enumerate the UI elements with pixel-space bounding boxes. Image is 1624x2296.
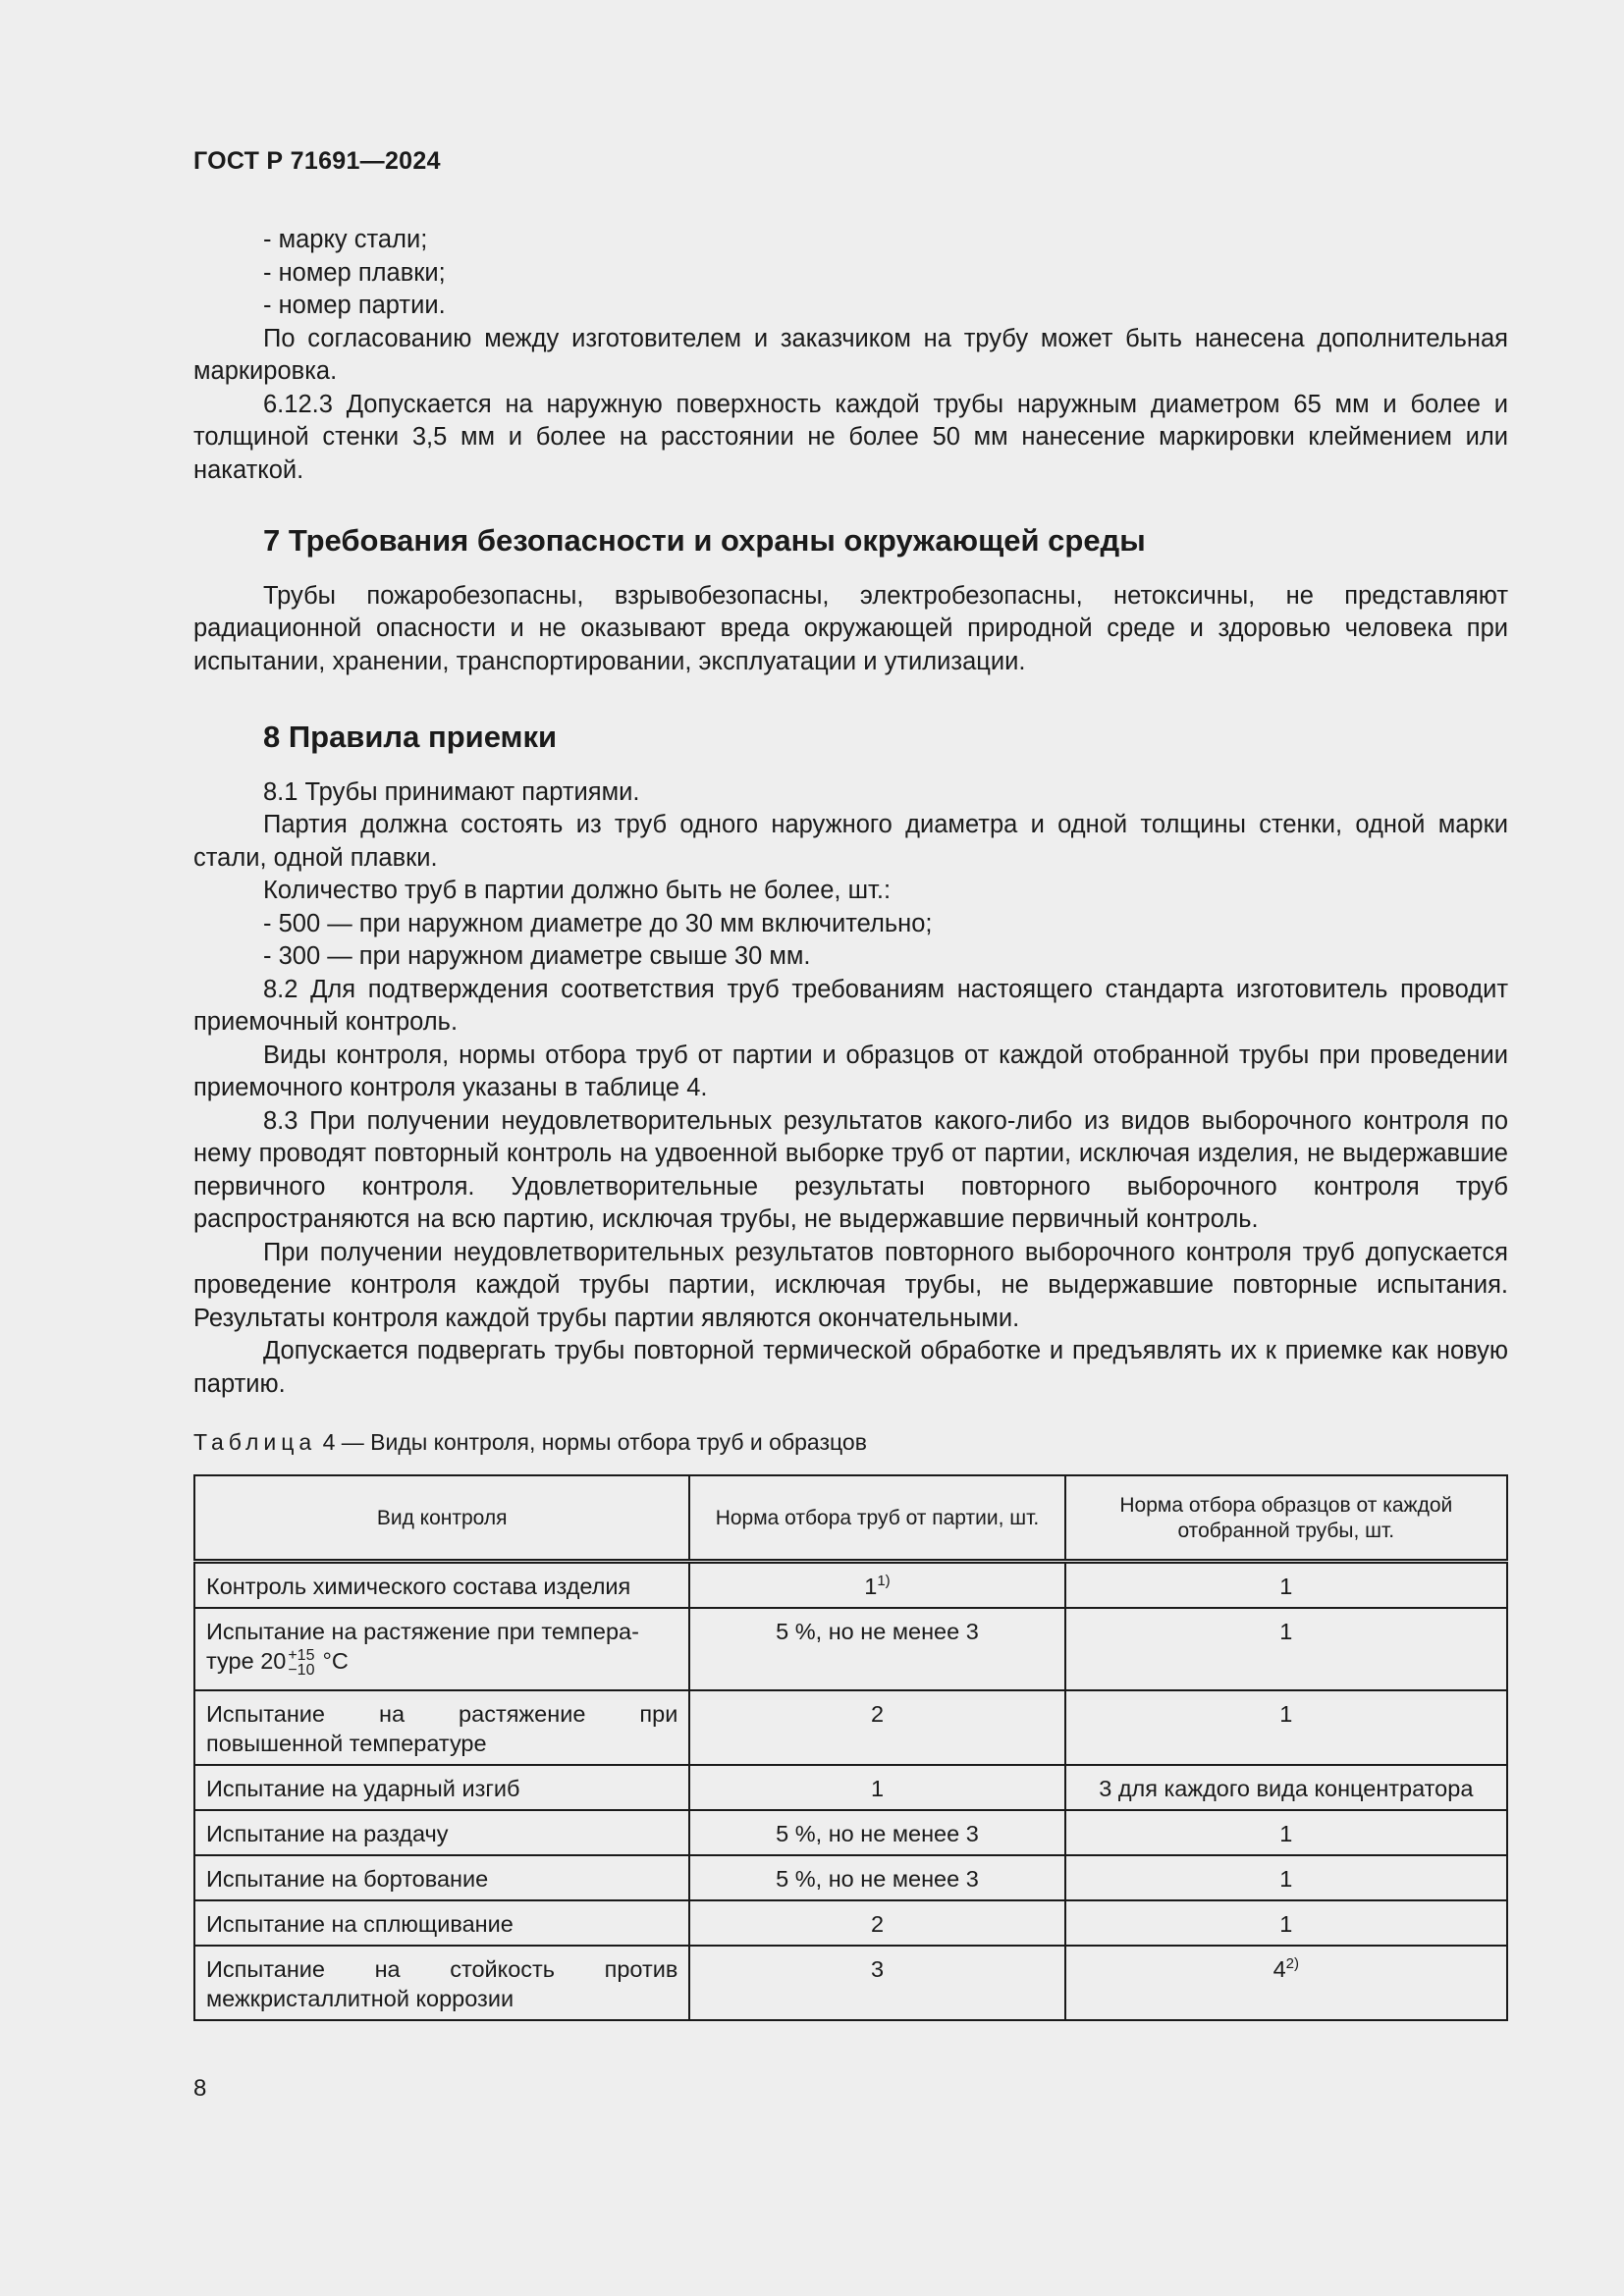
paragraph: 8.3 При получении неудовлетворительных результатов какого-либо из видов выборочного контроля по нему проводят повторный контроль на удвоенной выборке труб от партии, исключая изделия, не выдержавшие первичного контроля. Удовлетворительные результаты повторного выборочного контроля труб распространяются на всю партию, исключая трубы, не выдержавшие первичный контроль.: [193, 1106, 1508, 1233]
list-item: - номер плавки;: [263, 258, 446, 287]
temperature-unit: °С: [322, 1648, 349, 1674]
cell-text: туре: [206, 1648, 254, 1674]
paragraph: При получении неудовлетворительных результатов повторного выборочного контроля труб допускается проведение контроля каждой трубы партии, исключая трубы, не выдержавшие повторные испытания. Результаты контроля каждой трубы партии являются окончательными.: [193, 1238, 1508, 1332]
footnote-ref: 2): [1285, 1955, 1300, 1973]
cell-text: Испытание на растяжение при темпера-: [206, 1619, 639, 1644]
table-cell: Испытание на раздачу: [194, 1810, 689, 1855]
table-row: [194, 1946, 1507, 2020]
control-table: [193, 1474, 1508, 2021]
cell-value: 4: [1272, 1956, 1286, 1982]
temperature-value: 20: [260, 1648, 287, 1674]
table-row: [194, 1562, 1507, 1609]
table-cell: 1: [1065, 1608, 1507, 1690]
table-row: [194, 1690, 1507, 1765]
document-code: ГОСТ Р 71691—2024: [193, 147, 441, 175]
table-cell: 3 для каждого вида концентратора: [1065, 1765, 1507, 1810]
section-heading: 7 Требования безопасности и охраны окружающей среды: [263, 523, 1146, 558]
paragraph: Трубы пожаробезопасны, взрывобезопасны, электробезопасны, нетоксичны, не представляют радиационной опасности и не оказывают вреда окружающей природной среде и здоровью человека при испытании, хранении, транспортировании, эксплуатации и утилизации.: [193, 581, 1508, 675]
table-cell: 1: [1065, 1690, 1507, 1765]
table-row: [194, 1765, 1507, 1810]
table-cell: 3: [689, 1946, 1064, 2020]
paragraph: Количество труб в партии должно быть не более, шт.:: [263, 877, 892, 904]
page-number: 8: [193, 2075, 207, 2102]
list-item: - номер партии.: [263, 292, 446, 319]
table-cell: 1: [1065, 1855, 1507, 1900]
table-cell: 1: [689, 1765, 1064, 1810]
cell-text: межкристаллитной коррозии: [206, 1986, 514, 2011]
table-cell: Контроль химического состава изделия: [194, 1562, 689, 1609]
table-cell: Испытание на бортование: [194, 1855, 689, 1900]
paragraph: Партия должна состоять из труб одного наружного диаметра и одной толщины стенки, одной марки стали, одной плавки.: [193, 811, 1508, 872]
table-row: [194, 1855, 1507, 1900]
table-cell: [194, 1690, 689, 1765]
table-caption-text: 4 — Виды контроля, нормы отбора труб и образцов: [322, 1429, 867, 1455]
table-row: [194, 1810, 1507, 1855]
table-cell: 5 %, но не менее 3: [689, 1810, 1064, 1855]
cell-text: Испытание на растяжение при: [206, 1701, 678, 1727]
table-row: [194, 1900, 1507, 1946]
table-row: [194, 1608, 1507, 1690]
table-cell: [689, 1562, 1064, 1609]
column-header: Вид контроля: [194, 1475, 689, 1562]
table-cell: [194, 1946, 689, 2020]
table-caption-word: Таблица: [193, 1429, 317, 1455]
footnote-ref: 1): [877, 1573, 891, 1590]
column-header: Норма отбора образцов от каждой отобранной трубы, шт.: [1065, 1475, 1507, 1562]
table-cell: 1: [1065, 1562, 1507, 1609]
paragraph: Виды контроля, нормы отбора труб от партии и образцов от каждой отобранной трубы при проведении приемочного контроля указаны в таблице 4.: [193, 1041, 1508, 1101]
column-header: Норма отбора труб от партии, шт.: [689, 1475, 1064, 1562]
paragraph: По согласованию между изготовителем и заказчиком на трубу может быть нанесена дополнительная маркировка.: [193, 324, 1508, 385]
table-cell: 5 %, но не менее 3: [689, 1608, 1064, 1690]
table-cell: 1: [1065, 1900, 1507, 1946]
cell-value: 1: [864, 1574, 878, 1599]
table-cell: [1065, 1946, 1507, 2020]
table-caption: [193, 1429, 867, 1456]
temperature-tolerance: [288, 1648, 314, 1678]
paragraph: 8.2 Для подтверждения соответствия труб требованиям настоящего стандарта изготовитель проводит приемочный контроль.: [193, 975, 1508, 1036]
list-item: - 300 — при наружном диаметре свыше 30 мм.: [263, 942, 811, 970]
table-cell: 2: [689, 1900, 1064, 1946]
cell-text: повышенной температуре: [206, 1731, 487, 1756]
page-content: [193, 224, 1508, 1401]
tolerance-lower: −10: [288, 1661, 315, 1679]
list-item: - марку стали;: [263, 226, 428, 253]
section-heading: 8 Правила приемки: [263, 720, 558, 754]
tolerance-upper: +15: [288, 1646, 315, 1664]
paragraph: 8.1 Трубы принимают партиями.: [263, 777, 640, 806]
table-cell: Испытание на сплющивание: [194, 1900, 689, 1946]
paragraph: 6.12.3 Допускается на наружную поверхность каждой трубы наружным диаметром 65 мм и более и толщиной стенки 3,5 мм и более на расстоянии не более 50 мм нанесение маркировки клеймением или накаткой.: [193, 390, 1508, 484]
table-cell: 2: [689, 1690, 1064, 1765]
table-cell: Испытание на ударный изгиб: [194, 1765, 689, 1810]
cell-text: Испытание на стойкость против: [206, 1956, 678, 1982]
table-cell: 1: [1065, 1810, 1507, 1855]
paragraph: Допускается подвергать трубы повторной термической обработке и предъявлять их к приемке как новую партию.: [193, 1337, 1508, 1398]
table-cell: 5 %, но не менее 3: [689, 1855, 1064, 1900]
list-item: - 500 — при наружном диаметре до 30 мм включительно;: [263, 909, 933, 937]
table-header-row: [194, 1475, 1507, 1562]
table-cell: [194, 1608, 689, 1690]
